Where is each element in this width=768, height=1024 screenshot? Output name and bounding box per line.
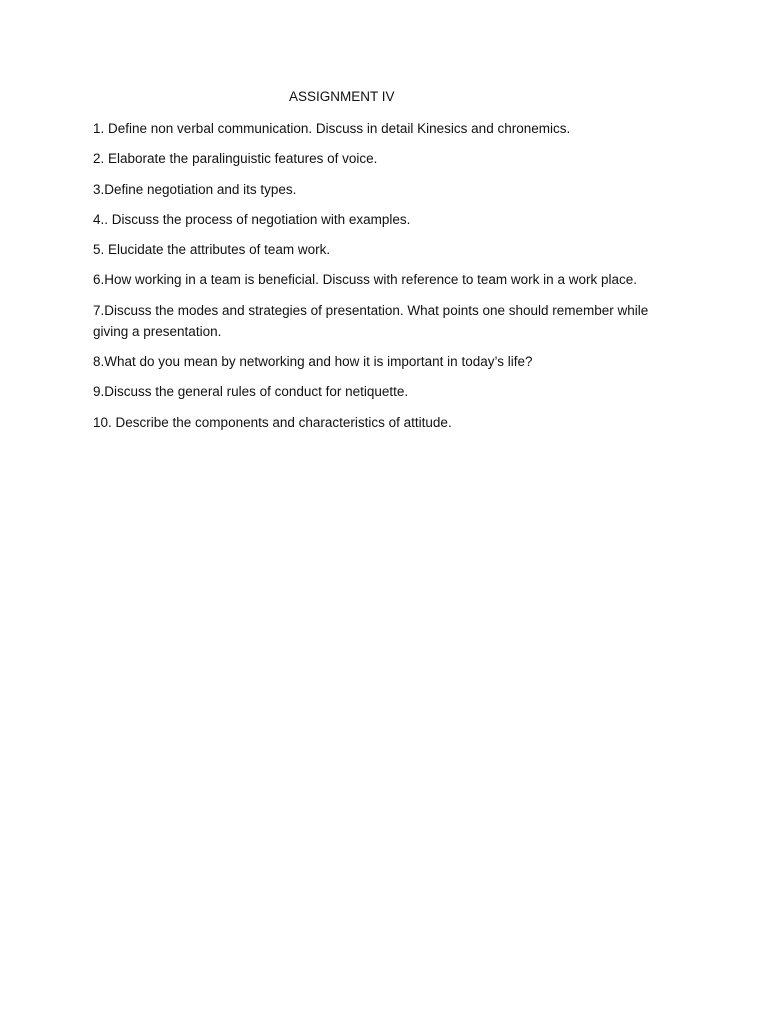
question-item-5: 5. Elucidate the attributes of team work. — [93, 242, 331, 258]
question-item-3: 3.Define negotiation and its types. — [93, 181, 297, 197]
question-item-6: 6.How working in a team is beneficial. Discuss with reference to team work in a work place. — [93, 272, 637, 288]
question-item-9: 9.Discuss the general rules of conduct for netiquette. — [93, 384, 409, 400]
question-item-8: 8.What do you mean by networking and how it is important in today’s life? — [93, 354, 533, 370]
question-item-4: 4.. Discuss the process of negotiation with examples. — [93, 211, 411, 227]
question-list — [93, 118, 678, 442]
question-item-2: 2. Elaborate the paralinguistic features of voice. — [93, 151, 378, 167]
question-item-10: 10. Describe the components and characteristics of attitude. — [93, 414, 452, 430]
question-item-1: 1. Define non verbal communication. Discuss in detail Kinesics and chronemics. — [93, 121, 571, 136]
question-item-7: 7.Discuss the modes and strategies of presentation. What points one should remember while giving a presentation. — [93, 302, 649, 339]
document-title: ASSIGNMENT IV — [289, 89, 395, 104]
